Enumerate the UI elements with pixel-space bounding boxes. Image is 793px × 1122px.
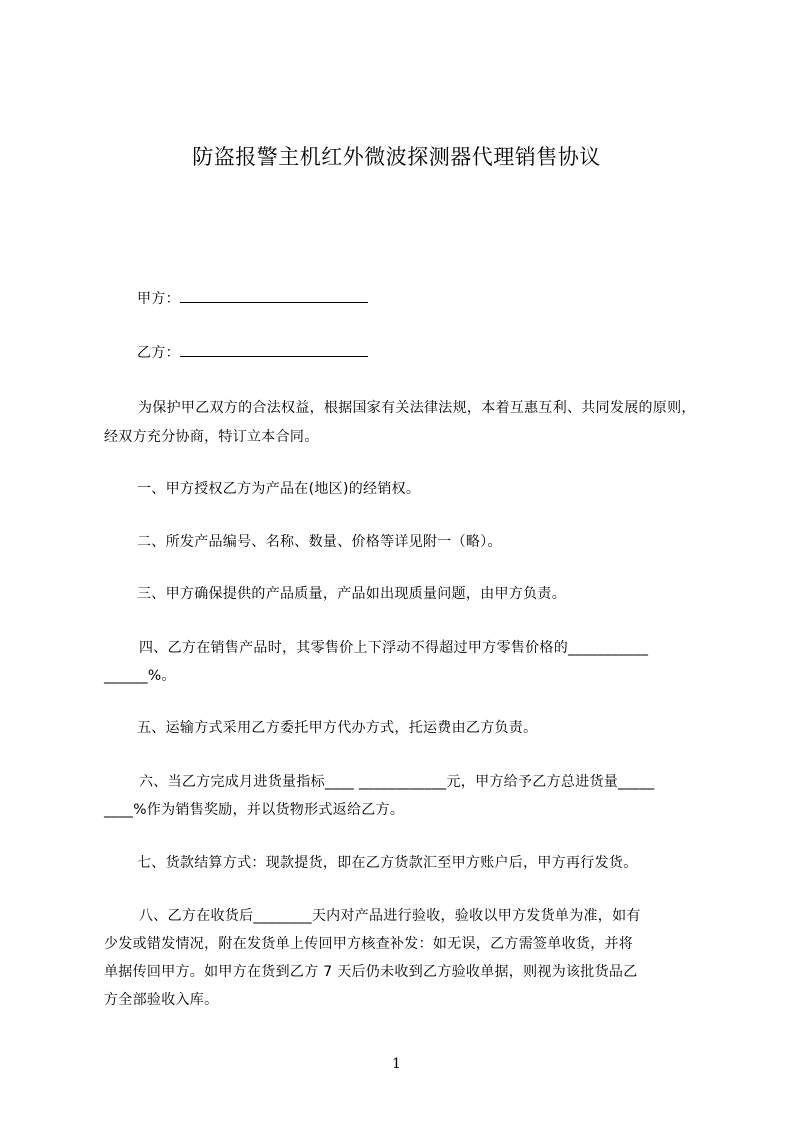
clause-8-text-cont: 天内对产品进行验收，验收以甲方发货单为准，如有: [311, 908, 641, 924]
party-a-label: 甲方：: [137, 291, 180, 307]
clause-7: 七、货款结算方式：现款提货，即在乙方货款汇至甲方账户后，甲方再行发货。: [137, 855, 638, 871]
document-title: 防盗报警主机红外微波探测器代理销售协议: [192, 145, 601, 169]
party-a-line: [137, 285, 735, 314]
clause-8-blank[interactable]: ________: [253, 908, 312, 924]
clause-2: 二、所发产品编号、名称、数量、价格等详见附一（略）。: [137, 534, 502, 550]
clause-6-blank-2b[interactable]: ____: [104, 802, 134, 818]
preamble-paragraph: 为保护甲乙双方的合法权益，根据国家有关法律法规，本着互惠互利、共同发展的原则，经双方充分协商，特订立本合同。: [104, 400, 696, 445]
clause-8-line-3: 单据传回甲方。如甲方在货到乙方 7 天后仍未收到乙方验收单据，则视为该批货品乙: [104, 964, 638, 980]
clause-6-line-1: [139, 768, 709, 797]
clause-6-text: 六、当乙方完成月进货量指标: [139, 774, 325, 790]
clause-4-blank-b[interactable]: ______: [104, 668, 148, 684]
clause-6-middle-text: 元，甲方给予乙方总进货量: [446, 774, 619, 790]
page-number: 1: [392, 1056, 401, 1072]
clause-6-line-2: [104, 796, 702, 825]
clause-3: 三、甲方确保提供的产品质量，产品如出现质量问题，由甲方负责。: [137, 586, 566, 602]
clause-8-line-1: [139, 902, 714, 931]
party-a-blank[interactable]: [180, 288, 368, 303]
clause-5: 五、运输方式采用乙方委托甲方代办方式，托运费由乙方负责。: [137, 720, 538, 736]
party-b-blank[interactable]: [180, 342, 368, 357]
clause-8-line-4: 方全部验收入库。: [104, 992, 219, 1008]
clause-4-line-2: [104, 662, 702, 691]
clause-4-blank-a[interactable]: ___________: [568, 640, 649, 656]
clause-6-blank-2a[interactable]: _____: [618, 774, 655, 790]
clause-6-blank-1[interactable]: ____ ____________: [324, 774, 447, 790]
clause-4-line-1: [139, 634, 709, 663]
clause-8-text: 八、乙方在收货后: [139, 908, 254, 924]
clause-6-suffix: %作为销售奖励，并以货物形式返给乙方。: [133, 802, 405, 818]
clause-4-suffix: %。: [147, 668, 176, 684]
party-b-line: [137, 339, 735, 368]
clause-4-text: 四、乙方在销售产品时，其零售价上下浮动不得超过甲方零售价格的: [139, 640, 568, 656]
clause-1: 一、甲方授权乙方为产品在(地区)的经销权。: [137, 481, 421, 497]
party-b-label: 乙方：: [137, 345, 180, 361]
clause-8-line-2: 少发或错发情况，附在发货单上传回甲方核查补发：如无误，乙方需签单收货，并将: [104, 936, 634, 952]
